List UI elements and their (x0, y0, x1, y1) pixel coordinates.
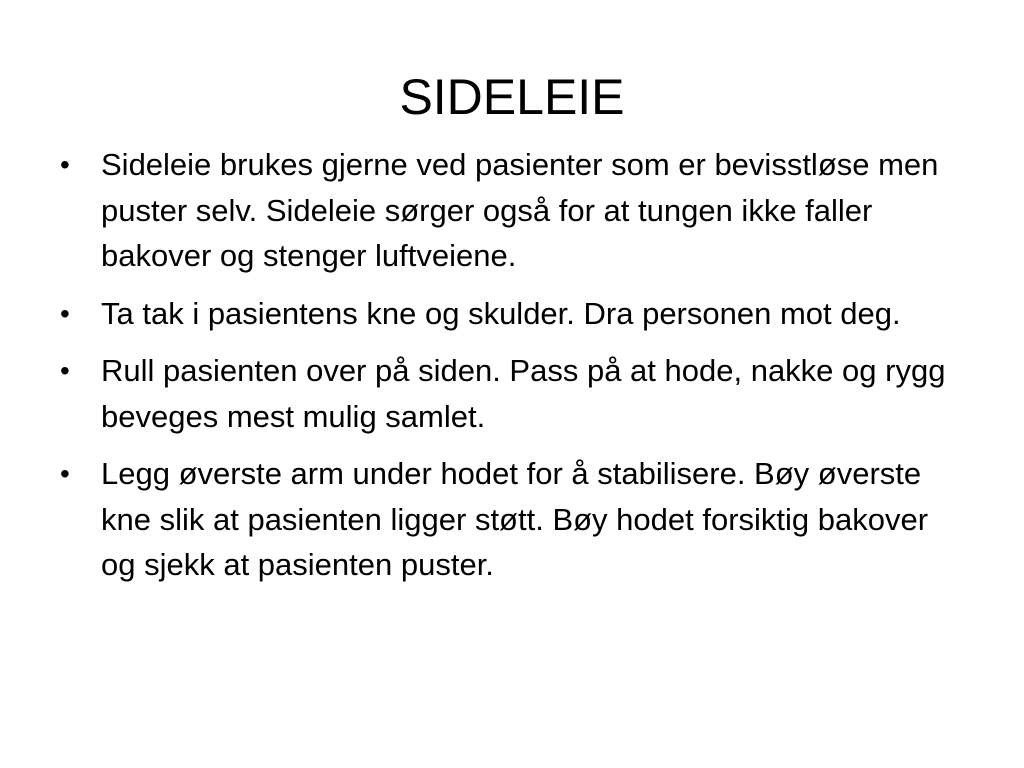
list-item (58, 451, 958, 588)
list-item (58, 348, 958, 439)
bullet-marker: • (60, 355, 70, 386)
slide-title: SIDELEIE (399, 69, 625, 125)
bullet-marker: • (60, 297, 70, 329)
bullet-text: Rull pasienten over på siden. Pass på at hode, nakke og rygg beveges mest mulig samlet. (101, 353, 946, 434)
list-item (58, 142, 958, 279)
bullet-list (58, 142, 958, 600)
list-item (58, 291, 958, 337)
bullet-text: Sideleie brukes gjerne ved pasienter som er bevisstløse men puster selv. Sideleie sørger også for at tungen ikke faller bakover og stenger luftveiene. (101, 147, 939, 273)
bullet-text: Legg øverste arm under hodet for å stabilisere. Bøy øverste kne slik at pasienten ligger støtt. Bøy hodet forsiktig bakover og sjekk at pasienten puster. (101, 456, 929, 582)
bullet-text: Ta tak i pasientens kne og skulder. Dra personen mot deg. (101, 295, 901, 331)
bullet-marker: • (60, 458, 70, 489)
bullet-marker: • (60, 149, 70, 180)
